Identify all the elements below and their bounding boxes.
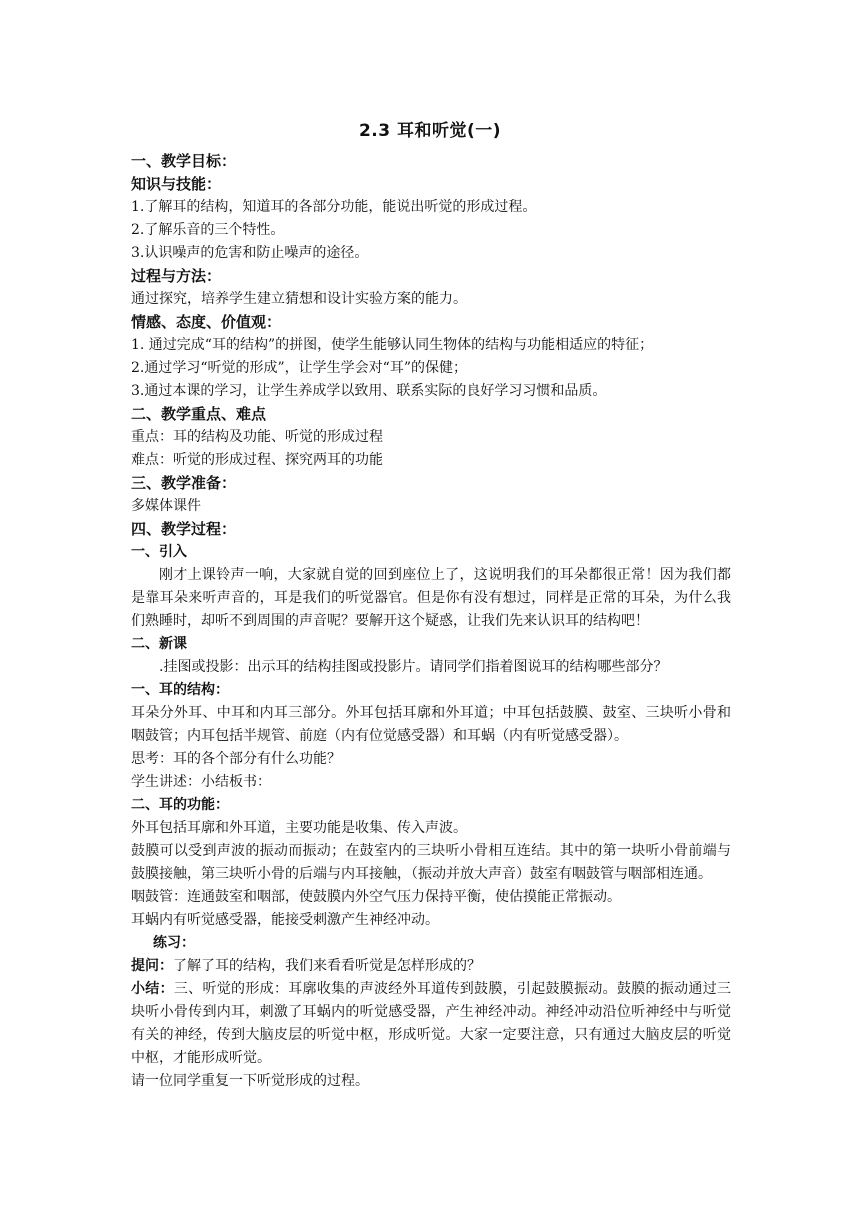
attitude-item: 1. 通过完成“耳的结构”的拼图，使学生能够认同生物体的结构与功能相适应的特征； (131, 337, 654, 353)
difficulty-text: 难点：听觉的形成过程、探究两耳的功能 (131, 452, 383, 468)
new-lesson-heading: 二、新课 (131, 636, 187, 652)
prep-text: 多媒体课件 (131, 498, 201, 514)
practice-label: 练习： (153, 935, 195, 951)
summary-paragraph (131, 978, 731, 1070)
goals-heading: 一、教学目标： (131, 152, 237, 170)
question-text: 了解了耳的结构，我们来看看听觉是怎样形成的？ (173, 958, 481, 974)
summary-label: 小结： (131, 981, 174, 997)
function-item: 外耳包括耳廓和外耳道，主要功能是收集、传入声波。 (131, 820, 467, 836)
question-label: 提问： (131, 958, 173, 974)
knowledge-heading: 知识与技能： (131, 175, 222, 193)
keypoint-text: 重点：耳的结构及功能、听觉的形成过程 (131, 429, 383, 445)
intro-heading: 一、引入 (131, 544, 187, 560)
prep-heading: 三、教学准备： (131, 474, 237, 492)
process-text: 通过探究，培养学生建立猜想和设计实验方案的能力。 (131, 291, 467, 307)
intro-paragraph: 刚才上课铃声一响，大家就自觉的回到座位上了，这说明我们的耳朵都很正常！因为我们都是靠耳朵来听声音的，耳是我们的听觉器官。但是你有没有想过，同样是正常的耳朵，为什么我们熟睡时，却听不到周围的声音呢？要解开这个疑惑，让我们先来认识耳的结构吧！ (131, 567, 731, 629)
closing-text: 请一位同学重复一下听觉形成的过程。 (131, 1073, 369, 1089)
question-line (131, 955, 731, 978)
think-text: 思考：耳的各个部分有什么功能？ (131, 751, 341, 767)
knowledge-item: 2.了解乐音的三个特性。 (131, 222, 285, 238)
document-body (131, 150, 731, 1093)
attitude-item: 2.通过学习“听觉的形成”，让学生学会对“耳”的保健； (131, 360, 467, 376)
summary-text: 三、听觉的形成：耳廓收集的声波经外耳道传到鼓膜，引起鼓膜振动。鼓膜的振动通过三块听小骨传到内耳，刺激了耳蜗内的听觉感受器，产生神经冲动。神经冲动沿位听神经中与听觉有关的神经，传到大脑皮层的听觉中枢，形成听觉。大家一定要注意，只有通过大脑皮层的听觉中枢，才能形成听觉。 (131, 981, 732, 1066)
function-item: 鼓膜可以受到声波的振动而振动；在鼓室内的三块听小骨相互连结。其中的第一块听小骨前端与鼓膜接触，第三块听小骨的后端与内耳接触，（振动并放大声音）鼓室有咽鼓管与咽部相连通。 (131, 843, 731, 882)
process-heading: 过程与方法： (131, 267, 222, 285)
knowledge-item: 1.了解耳的结构，知道耳的各部分功能，能说出听觉的形成过程。 (131, 199, 537, 215)
structure-heading: 一、耳的结构： (131, 682, 229, 698)
structure-paragraph: 耳朵分外耳、中耳和内耳三部分。外耳包括耳廓和外耳道；中耳包括鼓膜、鼓室、三块听小骨和咽鼓管；内耳包括半规管、前庭（内有位觉感受器）和耳蜗（内有听觉感受器）。 (131, 705, 731, 744)
keypoints-heading: 二、教学重点、难点 (131, 405, 267, 423)
function-heading: 二、耳的功能： (131, 797, 229, 813)
page-title: 2.3 耳和听觉(一) (358, 121, 502, 141)
new-lesson-text: .挂图或投影：出示耳的结构挂图或投影片。请同学们指着图说耳的结构哪些部分？ (159, 659, 668, 675)
attitude-heading: 情感、态度、价值观： (131, 313, 282, 331)
attitude-item: 3.通过本课的学习，让学生养成学以致用、联系实际的良好学习习惯和品质。 (131, 383, 607, 399)
knowledge-item: 3.认识噪声的危害和防止噪声的途径。 (131, 245, 369, 261)
student-text: 学生讲述：小结板书： (131, 774, 271, 790)
function-item: 耳蜗内有听觉感受器，能接受刺激产生神经冲动。 (131, 912, 439, 928)
procedure-heading: 四、教学过程： (131, 520, 237, 538)
function-item: 咽鼓管：连通鼓室和咽部，使鼓膜内外空气压力保持平衡，使估摸能正常振动。 (131, 889, 621, 905)
